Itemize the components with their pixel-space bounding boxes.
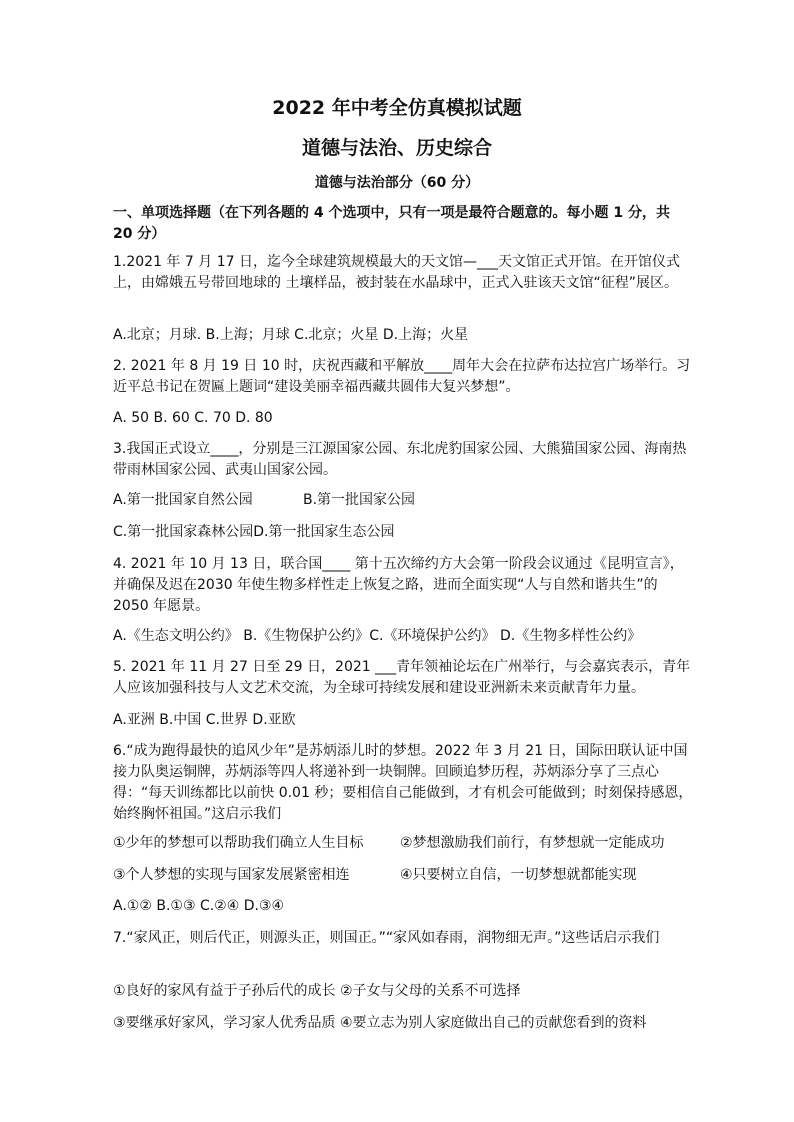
question-4-stem: 4. 2021 年 10 月 13 日，联合国____ 第十五次缔约方大会第一阶段会议通过《昆明宣言》，并确保及迟在2030 年使生物多样性走上恢复之路，进而全面实现“人与自然和谐共生”的2050 年愿景。 xyxy=(113,556,684,614)
question-2-options: A. 50 B. 60 C. 70 D. 80 xyxy=(113,410,273,426)
question-5-stem: 5. 2021 年 11 月 27 日至 29 日，2021 ___青年领袖论坛在广州举行，与会嘉宾表示，青年人应该加强科技与人文艺术交流，为全球可持续发展和建设亚洲新未来贡献青年力量。 xyxy=(113,659,691,696)
question-2-stem: 2. 2021 年 8 月 19 日 10 时，庆祝西藏和平解放____周年大会在拉萨布达拉宫广场举行。习近平总书记在贺匾上题词“建设美丽幸福西藏共圆伟大复兴梦想”。 xyxy=(113,358,691,395)
question-3-options-cd: C.第一批国家森林公园D.第一批国家生态公园 xyxy=(113,524,395,540)
page-subtitle: 道德与法治、历史综合 xyxy=(301,137,492,159)
question-5-options: A.亚洲 B.中国 C.世界 D.亚欧 xyxy=(113,712,296,728)
question-6-statement-3: ③个人梦想的实现与国家发展紧密相连 xyxy=(113,867,350,883)
page-title: 2022 年中考全仿真模拟试题 xyxy=(272,97,522,119)
question-4-options: A.《生态文明公约》 B.《生物保护公约》C.《环境保护公约》 D.《生物多样性公约》 xyxy=(113,628,642,644)
question-7-statements-1-2: ①良好的家风有益于子孙后代的成长 ②子女与父母的关系不可选择 xyxy=(113,983,521,999)
question-6-statement-1: ①少年的梦想可以帮助我们确立人生目标 xyxy=(113,835,364,851)
section-title: 道德与法治部分（60 分） xyxy=(314,175,480,191)
question-6-statement-4: ④只要树立自信，一切梦想就都能实现 xyxy=(400,867,637,883)
question-7-stem: 7.“家风正，则后代正，则源头正，则国正。”“家风如春雨，润物细无声。”这些话启示我们 xyxy=(113,930,660,946)
part1-heading: 一、单项选择题（在下列各题的 4 个选项中，只有一项是最符合题意的。每小题 1 分，共 20 分） xyxy=(113,205,670,242)
question-1-options: A.北京；月球. B.上海；月球 C.北京；火星 D.上海；火星 xyxy=(113,327,469,343)
question-6-statement-2: ②梦想激励我们前行，有梦想就一定能成功 xyxy=(400,835,665,851)
question-6-stem: 6.“成为跑得最快的追风少年”是苏炳添儿时的梦想。2022 年 3 月 21 日，国际田联认证中国接力队奥运铜牌，苏炳添等四人将递补到一块铜牌。回顾追梦历程，苏炳添分享了三点心得：“每天训练都比以前快 0.01 秒；要相信自己能做到，才有机会可能做到；时刻保持感恩，始终胸怀祖国。”这启示我们 xyxy=(113,743,693,822)
question-3-option-a: A.第一批国家自然公园 xyxy=(113,492,253,508)
question-3-stem: 3.我国正式设立____，分别是三江源国家公园、东北虎豹国家公园、大熊猫国家公园、海南热 带雨林国家公园、武夷山国家公园。 xyxy=(113,441,687,478)
question-1-stem: 1.2021 年 7 月 17 日，迄今全球建筑规模最大的天文馆—___天文馆正式开馆。在开馆仪式上，由嫦娥五号带回地球的 土壤样品，被封装在水晶球中，正式入驻该天文馆“征程”展区。 xyxy=(113,254,680,291)
question-7-statements-3-4: ③要继承好家风，学习家人优秀品质 ④要立志为别人家庭做出自己的贡献您看到的资料 xyxy=(113,1015,647,1031)
question-6-options: A.①② B.①③ C.②④ D.③④ xyxy=(113,898,285,914)
question-3-option-b: B.第一批国家公园 xyxy=(303,492,416,508)
